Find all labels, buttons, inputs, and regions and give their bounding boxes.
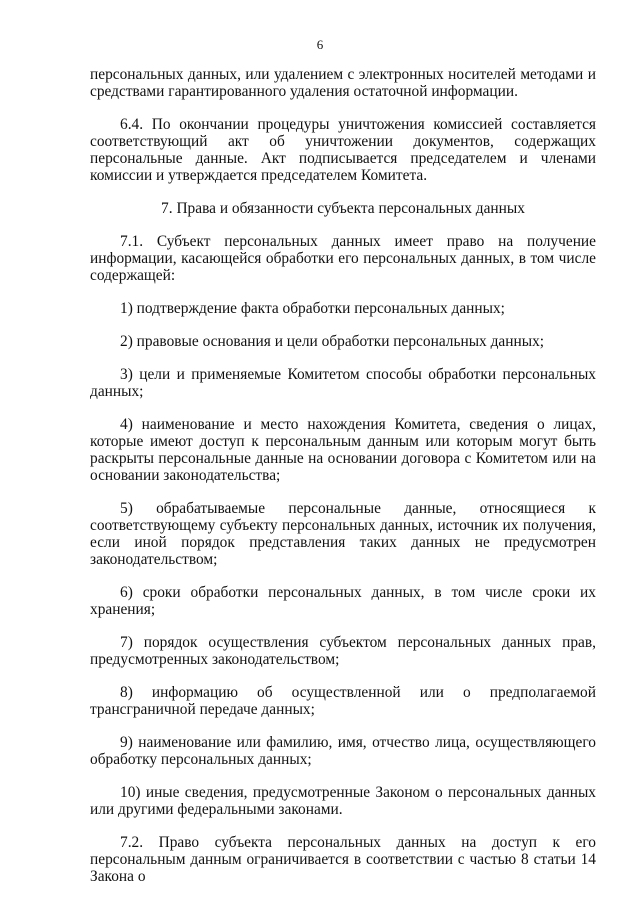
page-number: 6 (316, 37, 324, 52)
list-item-6: 6) сроки обработки персональных данных, в том числе сроки их хранения; (90, 584, 596, 618)
paragraph-7-1: 7.1. Субъект персональных данных имеет право на получение информации, касающейся обработки его персональных данных, в том числе содержащей: (90, 233, 596, 284)
list-item-2: 2) правовые основания и цели обработки персональных данных; (120, 333, 545, 350)
section-heading-7: 7. Права и обязанности субъекта персональных данных (161, 200, 525, 217)
list-item-10: 10) иные сведения, предусмотренные Законом о персональных данных или другими федеральными законами. (90, 784, 596, 818)
paragraph-continuation: персональных данных, или удалением с электронных носителей методами и средствами гарантированного удаления остаточной информации. (90, 66, 596, 100)
list-item-5: 5) обрабатываемые персональные данные, относящиеся к соответствующему субъекту персональных данных, источник их получения, если иной порядок представления таких данных не предусмотрен законодательством; (90, 500, 596, 568)
list-item-4: 4) наименование и место нахождения Комитета, сведения о лицах, которые имеют доступ к персональным данным или которым могут быть раскрыты персональные данные на основании договора с Комитетом или на основании законодательства; (90, 416, 596, 484)
paragraph-6-4: 6.4. По окончании процедуры уничтожения комиссией составляется соответствующий акт об уничтожении документов, содержащих персональные данные. Акт подписывается председателем и членами комиссии и утверждается председателем Комитета. (90, 116, 596, 184)
list-item-3: 3) цели и применяемые Комитетом способы обработки персональных данных; (90, 366, 596, 400)
document-body (90, 66, 596, 885)
list-item-9: 9) наименование или фамилию, имя, отчество лица, осуществляющего обработку персональных данных; (90, 734, 596, 768)
list-item-7: 7) порядок осуществления субъектом персональных данных прав, предусмотренных законодательством; (90, 634, 596, 668)
list-item-8: 8) информацию об осуществленной или о предполагаемой трансграничной передаче данных; (90, 684, 596, 718)
list-item-1: 1) подтверждение факта обработки персональных данных; (120, 300, 505, 317)
paragraph-7-2: 7.2. Право субъекта персональных данных на доступ к его персональным данным ограничивается в соответствии с частью 8 статьи 14 Закона о (90, 834, 596, 885)
